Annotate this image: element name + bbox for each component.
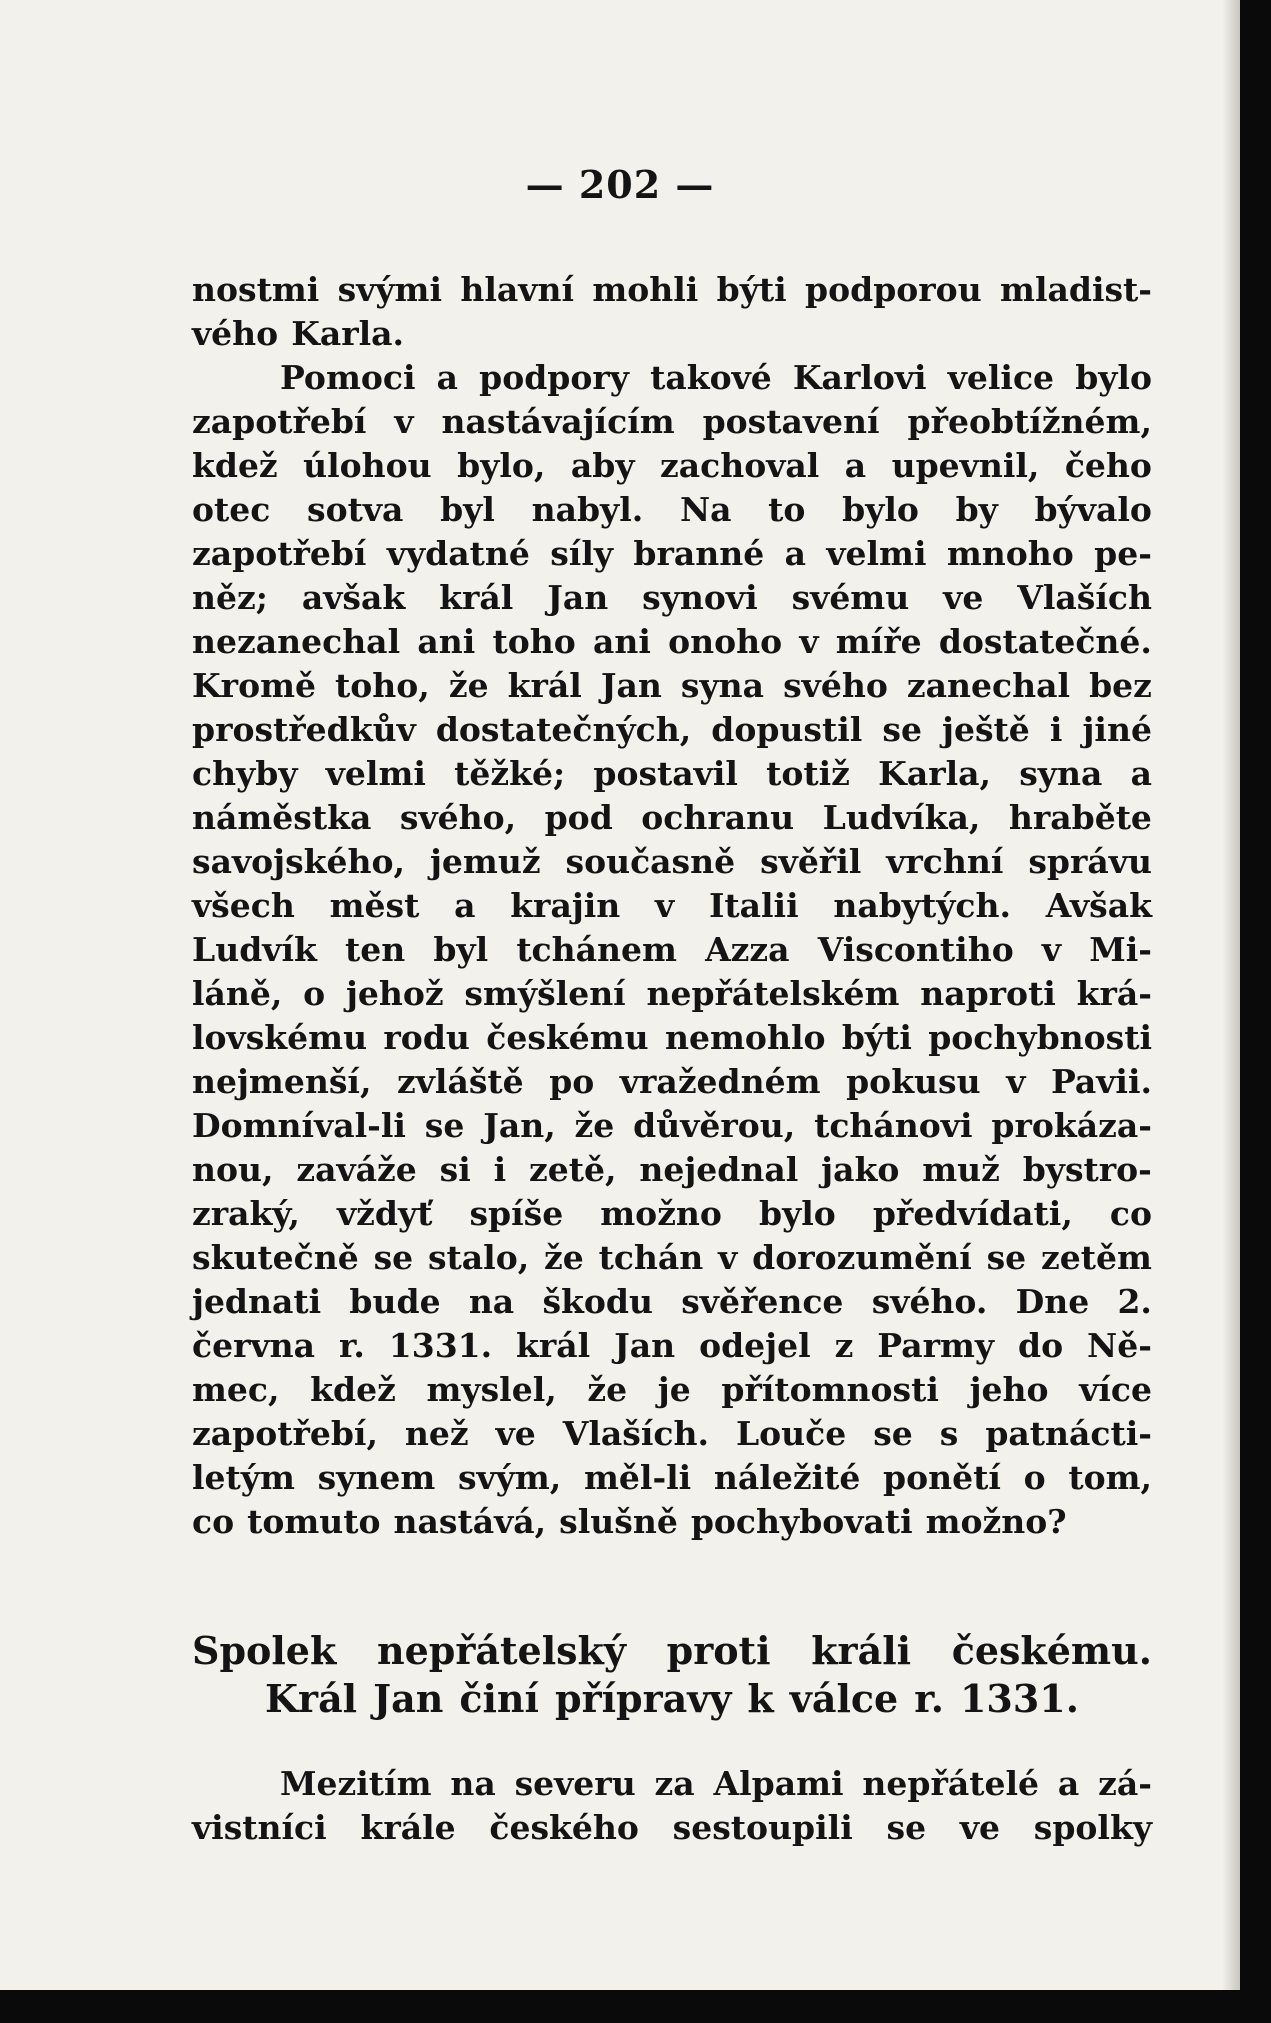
text-line: [192, 928, 1152, 972]
word: důvěrou,: [633, 1106, 796, 1145]
word: v: [655, 886, 675, 925]
word: býti: [841, 1018, 912, 1057]
word: Karla.: [291, 314, 405, 353]
word: býti: [716, 270, 787, 309]
heading-word: r.: [914, 1676, 944, 1721]
word: tchánovi: [814, 1106, 973, 1145]
word: upevnil,: [891, 446, 1040, 485]
word: branné: [633, 534, 765, 573]
word: se: [886, 1808, 927, 1847]
word: něz;: [192, 578, 268, 617]
text-line: [192, 1016, 1152, 1060]
word: muž: [922, 1150, 1000, 1189]
word: nepřátelském: [646, 974, 900, 1013]
word: Jan: [614, 1326, 676, 1365]
word: r.: [338, 1326, 365, 1365]
word: kdež: [310, 1370, 396, 1409]
word: nemohlo: [665, 1018, 826, 1057]
text-line: [192, 1236, 1152, 1280]
word: jeho: [969, 1370, 1049, 1409]
word: bylo: [1075, 358, 1152, 397]
word: toho: [492, 622, 576, 661]
word: že: [448, 666, 489, 705]
heading-word: Král: [265, 1676, 358, 1721]
text-line: [192, 1192, 1152, 1236]
word: Alpami: [713, 1764, 844, 1803]
word: s: [939, 1414, 959, 1453]
word: nejednal: [639, 1150, 799, 1189]
word: bylo: [842, 490, 919, 529]
word: všech: [192, 886, 295, 925]
word: zetě,: [529, 1150, 617, 1189]
word: jiné: [1082, 710, 1152, 749]
word: a: [1057, 1764, 1080, 1803]
word: prostředkův: [192, 710, 416, 749]
word: v: [1041, 930, 1062, 969]
word: prokáza-: [991, 1106, 1152, 1145]
word: ochranu: [641, 798, 795, 837]
word: savojského,: [192, 842, 406, 881]
word: postavil: [593, 754, 738, 793]
word: hraběte: [1008, 798, 1152, 837]
word: bylo: [759, 1194, 836, 1233]
word: bývalo: [1034, 490, 1152, 529]
word: král: [516, 1326, 591, 1365]
word: nostmi: [192, 270, 320, 309]
heading-line-2: [192, 1675, 1152, 1723]
word: náměstka: [192, 798, 372, 837]
word: král: [507, 666, 582, 705]
word: náležité: [713, 1458, 861, 1497]
word: kdež: [192, 446, 278, 485]
text-line: [192, 884, 1152, 928]
word: Italii: [708, 886, 799, 925]
text-line: [192, 576, 1152, 620]
word: postavení: [702, 402, 880, 441]
word: Karlovi: [792, 358, 927, 397]
continuation-text-block: [192, 1762, 1152, 1850]
word: jednati: [192, 1282, 322, 1321]
text-line: [192, 1806, 1152, 1850]
word: čeho: [1064, 446, 1152, 485]
word: lovskému: [192, 1018, 368, 1057]
word: českého: [489, 1808, 639, 1847]
word: bude: [349, 1282, 441, 1321]
word: krále: [360, 1808, 456, 1847]
word: než: [404, 1414, 469, 1453]
word: Jan: [600, 666, 662, 705]
word: Jan,: [483, 1106, 556, 1145]
word: i: [1049, 710, 1063, 749]
word: Ludvíka,: [822, 798, 981, 837]
word: zapotřebí,: [192, 1414, 378, 1453]
word: otec: [192, 490, 271, 529]
word: Azza: [705, 930, 790, 969]
word: byl: [433, 930, 489, 969]
text-line: [192, 532, 1152, 576]
word: stalo,: [427, 1238, 530, 1277]
word: svému: [791, 578, 910, 617]
text-line: [192, 400, 1152, 444]
heading-word: činí: [459, 1676, 539, 1721]
word: června: [192, 1326, 316, 1365]
word: zanechal: [906, 666, 1071, 705]
word: pe-: [1094, 534, 1152, 573]
word: Vlaších.: [562, 1414, 709, 1453]
word: svěřil: [760, 842, 862, 881]
text-line: [192, 1060, 1152, 1104]
word: velmi: [826, 534, 927, 573]
word: zá-: [1098, 1764, 1152, 1803]
word: že: [574, 1106, 615, 1145]
word: Pavii.: [1050, 1062, 1152, 1101]
word: svým,: [457, 1458, 562, 1497]
word: v: [1006, 1062, 1026, 1101]
text-line: [192, 312, 1152, 356]
word: pokusu: [846, 1062, 981, 1101]
word: jemuž: [429, 842, 541, 881]
word: v: [394, 402, 414, 441]
word: Ně-: [1087, 1326, 1152, 1365]
word: Parmy: [877, 1326, 995, 1365]
word: rodu: [383, 1018, 470, 1057]
word: krá-: [1076, 974, 1152, 1013]
text-line: [192, 1762, 1152, 1806]
word: zapotřebí: [192, 402, 367, 441]
word: letým: [192, 1458, 295, 1497]
word: 1331.: [388, 1326, 493, 1365]
word: mladist-: [1000, 270, 1152, 309]
text-line: [192, 1500, 1152, 1544]
heading-word: 1331.: [959, 1676, 1079, 1721]
word: sotva: [307, 490, 404, 529]
word: spolky: [1033, 1808, 1152, 1847]
word: syna: [680, 666, 765, 705]
word: sestoupili: [672, 1808, 853, 1847]
word: že: [544, 1238, 584, 1277]
word: tchánem: [516, 930, 677, 969]
word: zvláště: [397, 1062, 524, 1101]
heading-word: k: [747, 1676, 774, 1721]
word: Domníval-li: [192, 1106, 406, 1145]
word: tomuto: [247, 1502, 381, 1541]
text-line: [192, 488, 1152, 532]
word: měl-li: [584, 1458, 692, 1497]
word: toho,: [335, 666, 430, 705]
word: a: [1130, 754, 1152, 793]
word: dopustil: [711, 710, 863, 749]
word: mohli: [592, 270, 699, 309]
word: vydatné: [386, 534, 530, 573]
word: úlohou: [303, 446, 432, 485]
text-line: [192, 1104, 1152, 1148]
word: měst: [329, 886, 420, 925]
word: ani: [592, 622, 651, 661]
word: spíše: [469, 1194, 564, 1233]
word: ponětí: [883, 1458, 1001, 1497]
word: co: [1109, 1194, 1152, 1233]
word: do: [1018, 1326, 1064, 1365]
word: svěřence: [681, 1282, 844, 1321]
word: škodu: [542, 1282, 653, 1321]
word: se: [373, 1238, 414, 1277]
word: zapotřebí: [192, 534, 367, 573]
word: nabyl.: [531, 490, 644, 529]
word: se: [424, 1106, 465, 1145]
word: král: [439, 578, 514, 617]
word: totiž: [766, 754, 850, 793]
word: ve: [959, 1808, 1000, 1847]
word: pochybovati: [690, 1502, 913, 1541]
word: svými: [337, 270, 443, 309]
word: zachoval: [659, 446, 820, 485]
word: mnoho: [946, 534, 1074, 573]
word: aby: [570, 446, 635, 485]
word: a: [784, 534, 806, 573]
word: zraký,: [192, 1194, 300, 1233]
word: velice: [947, 358, 1055, 397]
word: hlavní: [460, 270, 574, 309]
word: myslel,: [426, 1370, 557, 1409]
word: správu: [1028, 842, 1152, 881]
word: ve: [495, 1414, 536, 1453]
word: onoho: [668, 622, 783, 661]
word: syna: [1019, 754, 1103, 793]
word: nastávajícím: [441, 402, 675, 441]
word: vrchní: [886, 842, 1004, 881]
word: severu: [514, 1764, 636, 1803]
word: smýšlení: [464, 974, 626, 1013]
word: o: [1023, 1458, 1046, 1497]
word: přeobtížném,: [907, 402, 1152, 441]
word: chyby: [192, 754, 298, 793]
word: Vlaších: [1017, 578, 1152, 617]
word: Mezitím: [280, 1764, 432, 1803]
word: Ludvík: [192, 930, 317, 969]
word: a: [844, 446, 867, 485]
page-edge-shadow: [1222, 0, 1240, 1990]
text-line: [192, 620, 1152, 664]
word: patnácti-: [985, 1414, 1152, 1453]
word: svého.: [871, 1282, 988, 1321]
word: vždyť: [336, 1194, 433, 1233]
word: Na: [679, 490, 732, 529]
word: z: [834, 1326, 854, 1365]
word: nezanechal: [192, 622, 401, 661]
word: se: [873, 1414, 913, 1453]
word: Karla,: [878, 754, 991, 793]
word: nastává,: [393, 1502, 547, 1541]
word: vého: [192, 314, 279, 353]
text-line: [192, 796, 1152, 840]
word: českému: [486, 1018, 649, 1057]
word: byl: [440, 490, 495, 529]
word: že: [587, 1370, 628, 1409]
word: ani: [417, 622, 476, 661]
word: to: [768, 490, 806, 529]
heading-word: válce: [789, 1676, 899, 1721]
word: Jan: [547, 578, 609, 617]
word: pochybnosti: [928, 1018, 1152, 1057]
word: v: [718, 1238, 738, 1277]
word: i: [493, 1150, 507, 1189]
word: Mi-: [1089, 930, 1152, 969]
word: na: [450, 1764, 496, 1803]
word: ve: [943, 578, 984, 617]
word: by: [955, 490, 998, 529]
word: se: [986, 1238, 1027, 1277]
word: předvídati,: [872, 1194, 1073, 1233]
heading-line-1: [192, 1627, 1152, 1675]
word: možno?: [925, 1502, 1067, 1541]
word: a: [454, 886, 476, 925]
heading-word: přípravy: [555, 1676, 732, 1721]
heading-word: nepřátelský: [376, 1628, 626, 1673]
word: velmi: [325, 754, 426, 793]
word: co: [192, 1502, 235, 1541]
word: slušně: [559, 1502, 678, 1541]
word: zetěm: [1040, 1238, 1152, 1277]
word: dostatečných,: [435, 710, 692, 749]
word: současně: [565, 842, 736, 881]
text-line: [192, 840, 1152, 884]
word: Avšak: [1045, 886, 1152, 925]
text-line: [192, 1412, 1152, 1456]
text-line: [192, 1456, 1152, 1500]
word: podporou: [805, 270, 982, 309]
heading-word: Spolek: [192, 1628, 337, 1673]
word: naproti: [920, 974, 1056, 1013]
word: svého: [783, 666, 888, 705]
word: bylo,: [457, 446, 546, 485]
word: míře: [835, 622, 922, 661]
page-number: — 202 —: [525, 162, 715, 207]
word: těžké;: [454, 754, 566, 793]
word: nabytých.: [833, 886, 1011, 925]
word: podpory: [479, 358, 629, 397]
word: jehož: [345, 974, 444, 1013]
word: nou,: [192, 1150, 274, 1189]
word: Viscontiho: [817, 930, 1014, 969]
word: tchán: [598, 1238, 704, 1277]
text-line: [192, 1280, 1152, 1324]
word: Dne: [1015, 1282, 1090, 1321]
word: nepřátelé: [862, 1764, 1040, 1803]
text-line: [192, 664, 1152, 708]
word: o: [303, 974, 326, 1013]
word: krajin: [510, 886, 621, 925]
word: přítomnosti: [721, 1370, 939, 1409]
word: tom,: [1068, 1458, 1152, 1497]
main-text-block: [192, 268, 1152, 1544]
text-line: [192, 444, 1152, 488]
word: láně,: [192, 974, 283, 1013]
section-heading: [192, 1627, 1152, 1723]
word: skutečně: [192, 1238, 359, 1277]
word: vražedném: [619, 1062, 821, 1101]
word: 2.: [1117, 1282, 1152, 1321]
word: Pomoci: [280, 358, 416, 397]
word: ještě: [942, 710, 1030, 749]
word: avšak: [301, 578, 406, 617]
heading-word: Jan: [373, 1676, 444, 1721]
word: se: [882, 710, 922, 749]
word: a: [436, 358, 459, 397]
word: pod: [544, 798, 613, 837]
word: Louče: [735, 1414, 847, 1453]
word: zaváže: [296, 1150, 417, 1189]
word: ten: [345, 930, 406, 969]
text-line: [192, 972, 1152, 1016]
word: odejel: [699, 1326, 811, 1365]
word: je: [657, 1370, 691, 1409]
word: nejmenší,: [192, 1062, 372, 1101]
text-line: [192, 708, 1152, 752]
word: možno: [600, 1194, 722, 1233]
word: více: [1079, 1370, 1152, 1409]
word: vistníci: [192, 1808, 327, 1847]
word: Kromě: [192, 666, 316, 705]
word: svého,: [399, 798, 517, 837]
text-line: [192, 1148, 1152, 1192]
word: bystro-: [1022, 1150, 1152, 1189]
word: dorozumění: [752, 1238, 972, 1277]
text-line: [192, 1368, 1152, 1412]
heading-word: králi: [811, 1628, 912, 1673]
word: síly: [550, 534, 614, 573]
word: dostatečné.: [938, 622, 1152, 661]
word: bez: [1089, 666, 1152, 705]
word: mec,: [192, 1370, 280, 1409]
word: synovi: [642, 578, 758, 617]
word: za: [654, 1764, 695, 1803]
text-line: [192, 1324, 1152, 1368]
heading-word: českému.: [951, 1628, 1152, 1673]
word: takové: [650, 358, 772, 397]
text-line: [192, 268, 1152, 312]
word: v: [799, 622, 819, 661]
heading-word: proti: [666, 1628, 771, 1673]
word: si: [439, 1150, 471, 1189]
text-line: [192, 752, 1152, 796]
word: po: [549, 1062, 595, 1101]
word: synem: [317, 1458, 436, 1497]
word: jako: [821, 1150, 900, 1189]
text-line: [192, 356, 1152, 400]
word: na: [468, 1282, 515, 1321]
